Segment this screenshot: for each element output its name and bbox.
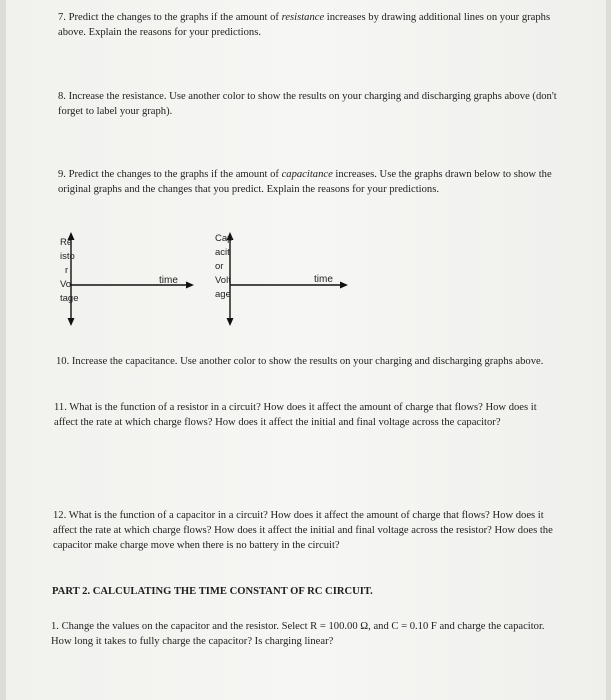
question-10: 10. Increase the capacitance. Use another color to show the results on your charging and discharging graphs above.: [56, 356, 544, 367]
resistor-voltage-x-label: time: [159, 275, 178, 286]
resistor-voltage-graph: [50, 228, 200, 333]
question-8: 8. Increase the resistance. Use another color to show the results on your charging and discharging graphs above (don't forget to label your graph).: [58, 91, 557, 117]
y-axis-arrow-down: [68, 318, 75, 326]
y-label-line: tage: [60, 293, 79, 304]
capacitor-voltage-x-label: time: [314, 274, 333, 285]
y-label-line: Vo: [60, 279, 72, 290]
question-12: 12. What is the function of a capacitor in a circuit? How does it affect the amount of charge that flows? How does it affect the rate at which charge flows? How does it affect the initial and final voltage across the resistor? How does the capacitor make charge move when there is no battery in the circuit?: [53, 510, 553, 551]
y-axis-arrow-down: [227, 318, 234, 326]
worksheet-page: [6, 0, 606, 700]
part-2-question-1: 1. Change the values on the capacitor and the resistor. Select R = 100.00 Ω, and C = 0.10 F and charge the capacitor. How long it takes to fully charge the capacitor? Is charging linear?: [51, 621, 545, 647]
question-7: 7. Predict the changes to the graphs if the amount of resistance increases by drawing additional lines on your graphs above. Explain the reasons for your predictions.: [58, 12, 551, 38]
y-label-line: isto: [60, 251, 75, 262]
x-axis-arrow: [340, 282, 348, 289]
x-axis-arrow: [186, 282, 194, 289]
y-label-line: age: [215, 289, 231, 300]
question-9: 9. Predict the changes to the graphs if the amount of capacitance increases. Use the graphs drawn below to show the original graphs and the changes that you predict. Explain the reasons for your predictions.: [58, 169, 552, 195]
question-11: 11. What is the function of a resistor in a circuit? How does it affect the amount of charge that flows? How does it affect the rate at which charge flows? How does it affect the initial and final voltage across the capacitor?: [54, 402, 537, 428]
y-label-line: Re: [60, 237, 73, 248]
y-label-line: r: [65, 265, 69, 276]
resistor-voltage-y-label: [60, 236, 79, 306]
y-label-line: Volt: [215, 275, 231, 286]
y-label-line: or: [215, 261, 224, 272]
y-label-line: Cap: [215, 233, 233, 244]
part-2-title: PART 2. CALCULATING THE TIME CONSTANT OF RC CIRCUIT.: [52, 586, 373, 597]
y-label-line: acit: [215, 247, 230, 258]
capacitor-voltage-graph: [206, 228, 356, 333]
capacitor-voltage-y-label: [215, 232, 232, 302]
